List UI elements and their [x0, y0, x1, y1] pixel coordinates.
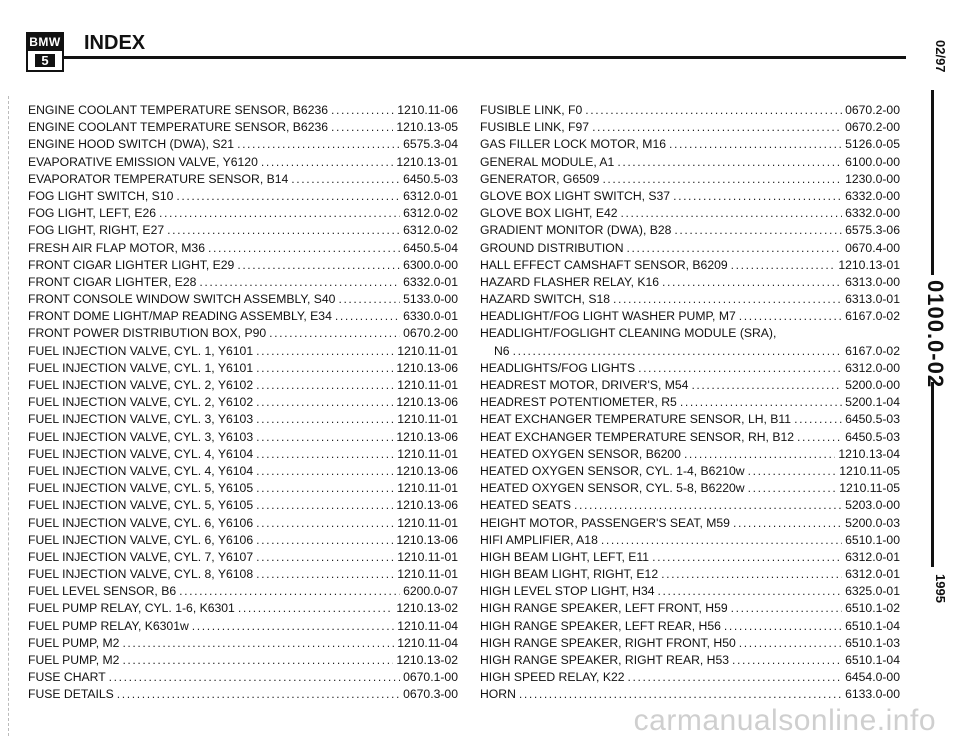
- index-entry-ref: 0670.2-00: [403, 326, 458, 341]
- index-entry-ref: 6510.1-03: [845, 635, 900, 650]
- index-entry-name: HIFI AMPLIFIER, A18: [480, 532, 598, 547]
- dot-leader: [658, 583, 843, 600]
- index-entry-ref: 1210.13-06: [396, 395, 458, 410]
- index-entry: [28, 171, 458, 188]
- index-entry-name: FUSIBLE LINK, F0: [480, 103, 583, 117]
- index-entry: [480, 446, 900, 463]
- index-entry-ref: 0670.1-00: [403, 670, 458, 685]
- index-entry-name: GLOVE BOX LIGHT, E42: [480, 206, 618, 221]
- index-entry: [28, 136, 458, 153]
- index-entry: [28, 566, 458, 583]
- dot-leader: [731, 600, 842, 617]
- index-entry: [480, 343, 900, 360]
- index-entry-name: FUEL INJECTION VALVE, CYL. 4, Y6104: [28, 446, 254, 461]
- index-entry-ref: 1210.11-01: [397, 515, 458, 530]
- index-entry-ref: 1210.11-04: [397, 618, 458, 633]
- index-entry: [28, 291, 458, 308]
- index-entry-ref: 1210.11-01: [397, 481, 458, 496]
- index-entry-ref: 6450.5-04: [403, 240, 458, 255]
- index-entry-name: HEAT EXCHANGER TEMPERATURE SENSOR, LH, B11: [480, 412, 792, 427]
- logo-series-number: 5: [35, 54, 54, 67]
- index-entry-ref: 6510.1-04: [845, 618, 900, 633]
- dot-leader: [748, 480, 837, 497]
- dot-leader: [159, 205, 400, 222]
- dot-leader: [732, 652, 842, 669]
- index-entry-name: FUEL INJECTION VALVE, CYL. 5, Y6105: [28, 498, 254, 513]
- dot-leader: [662, 274, 842, 291]
- dot-leader: [256, 549, 394, 566]
- index-entry-ref: 6300.0-00: [403, 257, 458, 272]
- index-entry-name: HIGH BEAM LIGHT, LEFT, E11: [480, 549, 650, 564]
- dot-leader: [167, 222, 400, 239]
- index-entry-name: GLOVE BOX LIGHT SWITCH, S37: [480, 188, 671, 203]
- dot-leader: [256, 532, 393, 549]
- index-entry-ref: 6332.0-01: [403, 274, 458, 289]
- dot-leader: [179, 583, 400, 600]
- index-entry-ref: 1210.13-06: [396, 429, 458, 444]
- dot-leader: [661, 566, 842, 583]
- index-entry-ref: 6510.1-02: [845, 601, 900, 616]
- index-entry-ref: 1210.13-02: [396, 653, 458, 667]
- index-entry: [480, 274, 900, 291]
- index-entry-ref: 6454.0-00: [845, 670, 900, 685]
- index-column-left: [28, 102, 458, 704]
- index-entry-ref: 6312.0-01: [845, 549, 900, 564]
- index-entry-name: FUEL INJECTION VALVE, CYL. 7, Y6107: [28, 549, 254, 564]
- dot-leader: [674, 222, 842, 239]
- index-entry-ref: 6510.1-00: [845, 532, 900, 547]
- index-entry: [28, 669, 458, 686]
- index-entry-ref: 1210.13-06: [396, 498, 458, 513]
- index-entry: [28, 325, 458, 342]
- index-entry: [480, 171, 900, 188]
- dot-leader: [256, 566, 394, 583]
- index-entry-ref: 6312.0-02: [403, 223, 458, 238]
- dot-leader: [338, 291, 400, 308]
- index-entry-ref: 1210.13-04: [838, 446, 900, 461]
- index-entry-ref: 6332.0-00: [845, 206, 900, 221]
- index-entry-ref: 1210.13-01: [396, 154, 458, 169]
- index-entry-ref: 6325.0-01: [845, 584, 900, 599]
- index-entry: [480, 600, 900, 617]
- dot-leader: [238, 600, 393, 617]
- index-entry-name: FUEL INJECTION VALVE, CYL. 6, Y6106: [28, 515, 254, 530]
- index-entry-name: HEADLIGHT/FOGLIGHT CLEANING MODULE (SRA),: [480, 326, 777, 341]
- index-entry: [28, 600, 458, 617]
- index-entry: [480, 669, 900, 686]
- index-entry: [480, 515, 900, 532]
- index-entry-name: HEATED SEATS: [480, 498, 571, 513]
- dot-leader: [731, 257, 836, 274]
- index-entry-name: FRONT CONSOLE WINDOW SWITCH ASSEMBLY, S40: [28, 292, 336, 307]
- dot-leader: [256, 463, 393, 480]
- index-entry-name: HEATED OXYGEN SENSOR, CYL. 1-4, B6210w: [480, 463, 745, 478]
- index-entry: [480, 308, 900, 325]
- index-entry-name: HEADREST POTENTIOMETER, R5: [480, 395, 677, 410]
- dot-leader: [256, 480, 394, 497]
- dot-leader: [602, 171, 842, 188]
- index-entry: [28, 497, 458, 514]
- index-entry-name: FUEL PUMP RELAY, CYL. 1-6, K6301: [28, 601, 235, 616]
- index-entry: [480, 325, 900, 342]
- index-entry: [28, 411, 458, 428]
- index-entry: [28, 377, 458, 394]
- index-entry: [28, 188, 458, 205]
- dot-leader: [684, 446, 835, 463]
- dot-leader: [335, 308, 400, 325]
- index-entry-name: FUEL INJECTION VALVE, CYL. 5, Y6105: [28, 481, 254, 496]
- index-entry-ref: 6575.3-06: [845, 223, 900, 238]
- index-entry-ref: 0670.2-00: [845, 103, 900, 117]
- index-entry-name: HIGH LEVEL STOP LIGHT, H34: [480, 584, 655, 599]
- dot-leader: [199, 274, 400, 291]
- index-entry: [28, 429, 458, 446]
- index-entry: [480, 635, 900, 652]
- index-entry: [480, 583, 900, 600]
- index-entry-name: HAZARD FLASHER RELAY, K16: [480, 274, 660, 289]
- index-entry: [480, 240, 900, 257]
- dot-leader: [585, 102, 842, 119]
- index-entry-ref: 6100.0-00: [845, 154, 900, 169]
- index-entry-name: FUSE DETAILS: [28, 687, 114, 702]
- index-entry-ref: 1210.11-01: [397, 378, 458, 392]
- index-entry-ref: 6312.0-00: [845, 360, 900, 375]
- dot-leader: [724, 618, 842, 635]
- dot-leader: [261, 154, 393, 171]
- index-entry: [480, 686, 900, 703]
- index-entry: [480, 205, 900, 222]
- index-entry-name: HIGH SPEED RELAY, K22: [480, 670, 625, 685]
- header-rule: [64, 56, 906, 59]
- index-entry-ref: 6330.0-01: [403, 309, 458, 324]
- side-rule-bottom: [931, 382, 934, 567]
- dot-leader: [748, 463, 837, 480]
- index-entry-ref: 1210.13-06: [396, 532, 458, 547]
- index-entry-ref: 6200.0-07: [403, 584, 458, 599]
- dot-leader: [192, 618, 394, 635]
- index-entry-name: HEIGHT MOTOR, PASSENGER'S SEAT, M59: [480, 515, 730, 530]
- index-entry: [28, 635, 458, 652]
- dot-leader: [256, 497, 393, 514]
- index-entry-ref: 1210.11-01: [397, 549, 458, 564]
- scan-margin-line: [8, 96, 10, 736]
- index-entry: [480, 532, 900, 549]
- index-entry-name: HIGH RANGE SPEAKER, RIGHT REAR, H53: [480, 653, 729, 667]
- side-rule-top: [931, 90, 934, 275]
- index-entry-name: ENGINE COOLANT TEMPERATURE SENSOR, B6236: [28, 120, 329, 135]
- index-entry-ref: 6133.0-00: [845, 687, 900, 702]
- dot-leader: [256, 446, 394, 463]
- bmw-series-logo: [26, 32, 64, 72]
- index-entry-name: FUEL INJECTION VALVE, CYL. 3, Y6103: [28, 412, 254, 427]
- index-entry-name: FUEL INJECTION VALVE, CYL. 4, Y6104: [28, 463, 254, 478]
- dot-leader: [122, 652, 393, 669]
- index-entry-ref: 5200.0-03: [845, 515, 900, 530]
- index-entry: [480, 618, 900, 635]
- index-entry-ref: 1210.13-01: [838, 257, 900, 272]
- index-entry-name: HEADLIGHTS/FOG LIGHTS: [480, 360, 636, 375]
- index-entry-name: FOG LIGHT SWITCH, S10: [28, 188, 174, 203]
- side-date: 02/97: [933, 40, 948, 73]
- index-entry-name: FOG LIGHT, LEFT, E26: [28, 206, 157, 221]
- dot-leader: [673, 188, 842, 205]
- index-entry: [28, 583, 458, 600]
- dot-leader: [176, 188, 400, 205]
- index-entry-name: FUEL PUMP, M2: [28, 635, 120, 650]
- index-entry: [28, 102, 458, 119]
- dot-leader: [256, 411, 394, 428]
- dot-leader: [256, 360, 393, 377]
- index-entry-ref: 1210.11-05: [839, 463, 900, 478]
- index-entry-ref: 6313.0-00: [845, 274, 900, 289]
- dot-leader: [628, 669, 843, 686]
- index-entry-name: FUEL PUMP, M2: [28, 653, 120, 667]
- index-entry: [28, 274, 458, 291]
- index-entry-ref: 1210.13-06: [396, 463, 458, 478]
- index-entry-name: FRONT CIGAR LIGHTER, E28: [28, 274, 197, 289]
- dot-leader: [669, 136, 842, 153]
- index-entry: [480, 394, 900, 411]
- dot-leader: [794, 411, 842, 428]
- index-entry-name: FOG LIGHT, RIGHT, E27: [28, 223, 165, 238]
- index-entry-name: HAZARD SWITCH, S18: [480, 292, 611, 307]
- index-entry-ref: 1210.11-06: [397, 103, 458, 117]
- dot-leader: [574, 497, 842, 514]
- index-entry: [480, 136, 900, 153]
- dot-leader: [617, 154, 842, 171]
- index-entry-ref: 0670.2-00: [845, 120, 900, 135]
- index-column-right: [480, 102, 900, 704]
- dot-leader: [621, 205, 843, 222]
- dot-leader: [208, 240, 400, 257]
- index-entry-ref: 1210.11-04: [397, 635, 458, 650]
- logo-series-box: [28, 51, 62, 70]
- index-entry-ref: 5126.0-05: [845, 137, 900, 152]
- index-entry-name: HEAT EXCHANGER TEMPERATURE SENSOR, RH, B12: [480, 429, 795, 444]
- watermark: carmanualsonline.info: [633, 704, 936, 737]
- index-entry-ref: 1210.13-02: [396, 601, 458, 616]
- index-entry-ref: 1210.13-06: [396, 360, 458, 375]
- index-entry-ref: 1210.11-01: [397, 412, 458, 427]
- index-entry-ref: 0670.3-00: [403, 687, 458, 702]
- index-entry: [28, 618, 458, 635]
- page-title: INDEX: [84, 32, 146, 54]
- index-entry-ref: 5203.0-00: [845, 498, 900, 513]
- dot-leader: [122, 635, 394, 652]
- dot-leader: [237, 136, 400, 153]
- dot-leader: [237, 257, 400, 274]
- index-entry: [28, 463, 458, 480]
- dot-leader: [519, 686, 842, 703]
- index-entry-name: HEADREST MOTOR, DRIVER'S, M54: [480, 378, 689, 392]
- index-entry: [480, 652, 900, 669]
- index-entry-name: FRONT DOME LIGHT/MAP READING ASSEMBLY, E34: [28, 309, 332, 324]
- index-entry-name: ENGINE HOOD SWITCH (DWA), S21: [28, 137, 235, 152]
- index-entry: [28, 308, 458, 325]
- index-entry: [28, 360, 458, 377]
- index-entry-name: FUEL INJECTION VALVE, CYL. 6, Y6106: [28, 532, 254, 547]
- index-entry-ref: 6450.5-03: [403, 171, 458, 186]
- dot-leader: [797, 429, 842, 446]
- index-entry: [480, 257, 900, 274]
- index-entry-name: ENGINE COOLANT TEMPERATURE SENSOR, B6236: [28, 103, 329, 117]
- index-entry-name: HIGH RANGE SPEAKER, LEFT FRONT, H59: [480, 601, 728, 616]
- dot-leader: [739, 308, 842, 325]
- index-entry: [28, 652, 458, 669]
- index-entry-name: FUSE CHART: [28, 670, 106, 685]
- dot-leader: [601, 532, 842, 549]
- dot-leader: [331, 102, 394, 119]
- dot-leader: [733, 515, 842, 532]
- index-entry: [28, 686, 458, 703]
- dot-leader: [638, 360, 842, 377]
- index-entry: [480, 480, 900, 497]
- index-entry: [480, 291, 900, 308]
- index-entry-ref: 6312.0-02: [403, 206, 458, 221]
- side-page-code: 0100.0-02: [923, 280, 948, 389]
- index-entry-name: GRADIENT MONITOR (DWA), B28: [480, 223, 672, 238]
- index-entry-name: FUEL PUMP RELAY, K6301w: [28, 618, 189, 633]
- dot-leader: [291, 171, 400, 188]
- index-entry-ref: 6510.1-04: [845, 653, 900, 667]
- index-entry-name: FUEL LEVEL SENSOR, B6: [28, 584, 177, 599]
- index-entry-ref: 1210.11-01: [397, 567, 458, 582]
- index-entry-name: HIGH BEAM LIGHT, RIGHT, E12: [480, 567, 659, 582]
- dot-leader: [256, 343, 394, 360]
- dot-leader: [256, 377, 394, 394]
- index-entry-ref: 5200.1-04: [845, 395, 900, 410]
- index-entry: [28, 154, 458, 171]
- dot-leader: [680, 394, 842, 411]
- index-entry-ref: 1210.11-01: [397, 446, 458, 461]
- index-entry: [480, 377, 900, 394]
- index-entry-name: FUSIBLE LINK, F97: [480, 120, 590, 135]
- index-entry-name: FUEL INJECTION VALVE, CYL. 2, Y6102: [28, 395, 254, 410]
- index-entry-name: FUEL INJECTION VALVE, CYL. 1, Y6101: [28, 360, 254, 375]
- index-entry: [480, 188, 900, 205]
- index-entry: [28, 119, 458, 136]
- index-entry: [28, 222, 458, 239]
- index-entry-ref: 6167.0-02: [845, 309, 900, 324]
- dot-leader: [652, 549, 842, 566]
- index-entry-name: HALL EFFECT CAMSHAFT SENSOR, B6209: [480, 257, 728, 272]
- index-entry-name: EVAPORATIVE EMISSION VALVE, Y6120: [28, 154, 258, 169]
- index-entry-name: FUEL INJECTION VALVE, CYL. 1, Y6101: [28, 343, 254, 358]
- index-entry-name: EVAPORATOR TEMPERATURE SENSOR, B14: [28, 171, 289, 186]
- index-entry-name: FUEL INJECTION VALVE, CYL. 3, Y6103: [28, 429, 254, 444]
- index-entry: [28, 480, 458, 497]
- index-entry: [480, 411, 900, 428]
- index-entry: [480, 154, 900, 171]
- dot-leader: [592, 119, 842, 136]
- dot-leader: [513, 343, 843, 360]
- index-entry: [28, 240, 458, 257]
- index-entry-ref: 6313.0-01: [845, 292, 900, 307]
- index-entry-name: FRONT CIGAR LIGHTER LIGHT, E29: [28, 257, 235, 272]
- dot-leader: [256, 515, 394, 532]
- index-entry-name: FRESH AIR FLAP MOTOR, M36: [28, 240, 205, 255]
- logo-brand-text: BMW: [29, 35, 61, 49]
- index-entry-ref: 1210.11-01: [397, 343, 458, 358]
- index-entry-ref: 6450.5-03: [845, 429, 900, 444]
- index-entry-ref: 0670.4-00: [845, 240, 900, 255]
- index-entry: [480, 360, 900, 377]
- index-entry: [480, 549, 900, 566]
- index-entry: [28, 515, 458, 532]
- dot-leader: [256, 394, 393, 411]
- index-entry: [480, 119, 900, 136]
- index-entry-ref: 1210.13-05: [396, 120, 458, 135]
- index-entry-name: FRONT POWER DISTRIBUTION BOX, P90: [28, 326, 267, 341]
- index-entry-name: GENERAL MODULE, A1: [480, 154, 615, 169]
- index-entry-name: HORN: [480, 687, 516, 702]
- index-entry: [28, 532, 458, 549]
- index-entry-ref: 6450.5-03: [845, 412, 900, 427]
- index-entry: [480, 429, 900, 446]
- index-entry-name: GAS FILLER LOCK MOTOR, M16: [480, 137, 667, 152]
- dot-leader: [331, 119, 393, 136]
- dot-leader: [269, 325, 400, 342]
- index-entry: [480, 566, 900, 583]
- index-entry-name: HEADLIGHT/FOG LIGHT WASHER PUMP, M7: [480, 309, 736, 324]
- index-entry-name: HIGH RANGE SPEAKER, LEFT REAR, H56: [480, 618, 721, 633]
- index-entry-ref: 6167.0-02: [845, 343, 900, 358]
- index-entry-name: N6: [494, 343, 510, 358]
- index-entry-ref: 5133.0-00: [403, 292, 458, 307]
- index-entry-ref: 6312.0-01: [845, 567, 900, 582]
- dot-leader: [256, 429, 393, 446]
- index-entry-name: FUEL INJECTION VALVE, CYL. 8, Y6108: [28, 567, 254, 582]
- index-entry-ref: 1230.0-00: [845, 171, 900, 186]
- index-entry: [28, 394, 458, 411]
- index-entry: [28, 257, 458, 274]
- index-entry-ref: 1210.11-05: [839, 481, 900, 496]
- index-entry-name: HEATED OXYGEN SENSOR, B6200: [480, 446, 681, 461]
- index-entry-name: GROUND DISTRIBUTION: [480, 240, 624, 255]
- index-entry: [28, 205, 458, 222]
- index-entry-ref: 6312.0-01: [403, 188, 458, 203]
- index-entry: [480, 102, 900, 119]
- side-year: 1995: [933, 574, 948, 603]
- side-margin: [918, 0, 948, 744]
- dot-leader: [613, 291, 842, 308]
- index-entry-ref: 5200.0-00: [845, 378, 900, 392]
- index-entry: [480, 497, 900, 514]
- index-entry: [480, 463, 900, 480]
- dot-leader: [739, 635, 842, 652]
- dot-leader: [117, 686, 400, 703]
- dot-leader: [109, 669, 400, 686]
- dot-leader: [691, 377, 842, 394]
- index-entry: [28, 343, 458, 360]
- index-entry: [28, 549, 458, 566]
- index-entry: [480, 222, 900, 239]
- index-entry-name: FUEL INJECTION VALVE, CYL. 2, Y6102: [28, 378, 254, 392]
- index-entry-name: HEATED OXYGEN SENSOR, CYL. 5-8, B6220w: [480, 481, 745, 496]
- dot-leader: [627, 240, 843, 257]
- index-entry-ref: 6332.0-00: [845, 188, 900, 203]
- index-entry-name: GENERATOR, G6509: [480, 171, 600, 186]
- index-entry: [28, 446, 458, 463]
- index-entry-name: HIGH RANGE SPEAKER, RIGHT FRONT, H50: [480, 635, 736, 650]
- index-entry-ref: 6575.3-04: [403, 137, 458, 152]
